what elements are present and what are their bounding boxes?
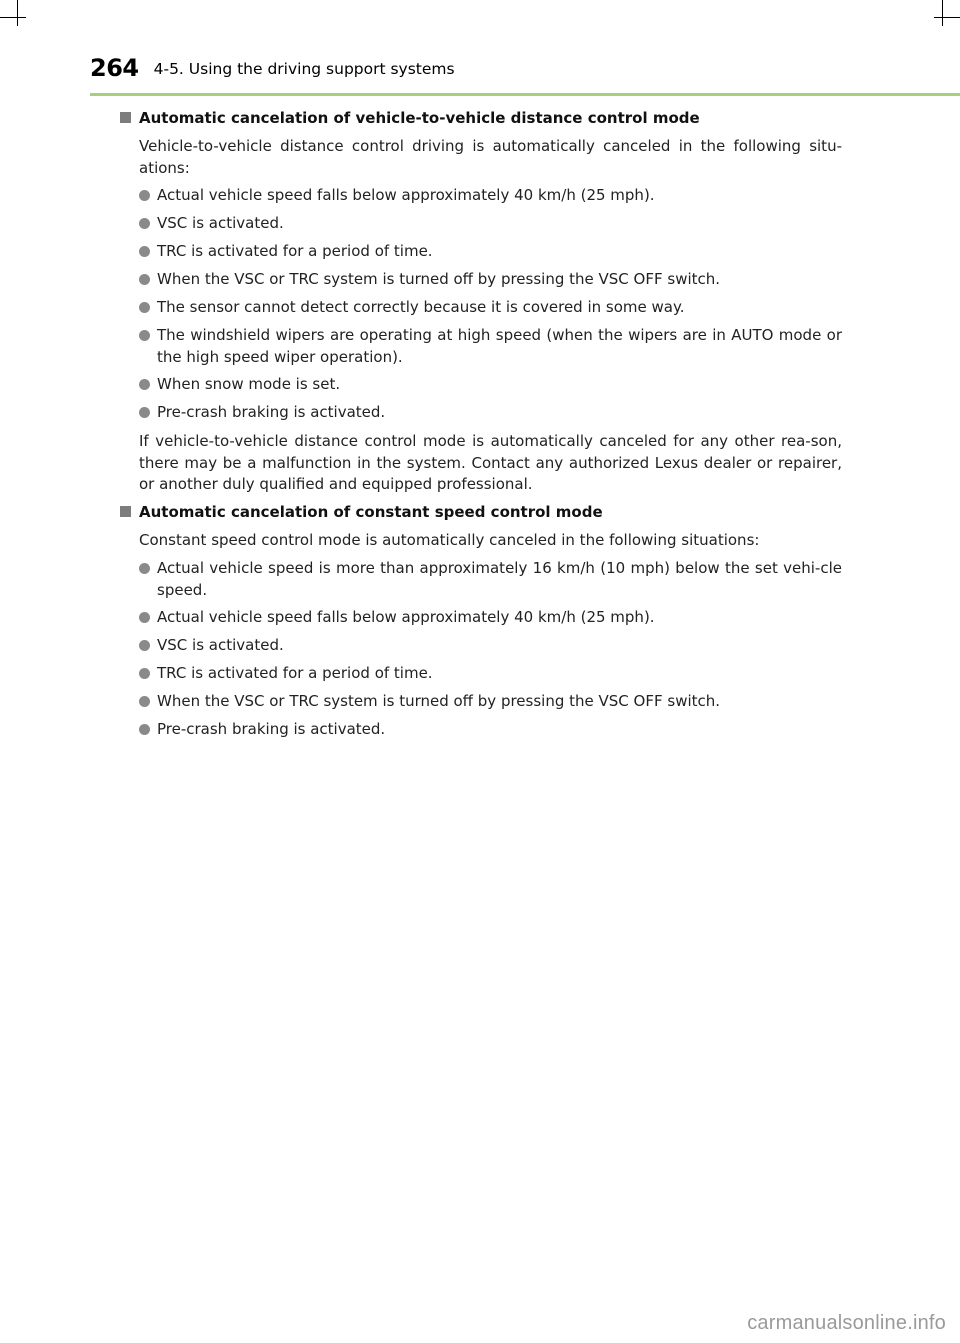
list-item: Pre-crash braking is activated.	[139, 402, 842, 424]
circle-bullet-icon	[139, 330, 150, 341]
circle-bullet-icon	[139, 668, 150, 679]
list-item: TRC is activated for a period of time.	[139, 663, 842, 685]
circle-bullet-icon	[139, 407, 150, 418]
circle-bullet-icon	[139, 302, 150, 313]
list-item: VSC is activated.	[139, 635, 842, 657]
list-item: Actual vehicle speed falls below approximately 40 km/h (25 mph).	[139, 607, 842, 629]
crop-mark-top-left-vertical	[17, 0, 18, 26]
list-item: Pre-crash braking is activated.	[139, 719, 842, 741]
header-rule	[90, 93, 960, 96]
page-header	[90, 54, 455, 90]
square-bullet-icon	[120, 112, 131, 123]
paragraph: If vehicle-to-vehicle distance control mode is automatically canceled for any other rea-son, there may be a malfunction in the system. Contact any authorized Lexus dealer or repairer, or another duly qualified and equipped professional.	[139, 432, 842, 493]
list-item: VSC is activated.	[139, 213, 842, 235]
page-number: 264	[90, 54, 139, 82]
circle-bullet-icon	[139, 640, 150, 651]
circle-bullet-icon	[139, 274, 150, 285]
section-heading: Automatic cancelation of constant speed control mode	[120, 503, 603, 521]
circle-bullet-icon	[139, 563, 150, 574]
circle-bullet-icon	[139, 246, 150, 257]
list-item: Actual vehicle speed is more than approximately 16 km/h (10 mph) below the set vehi-cle speed.	[139, 558, 842, 601]
square-bullet-icon	[120, 506, 131, 517]
list-item: Actual vehicle speed falls below approximately 40 km/h (25 mph).	[139, 185, 842, 207]
list-item: When snow mode is set.	[139, 374, 842, 396]
watermark: carmanualsonline.info	[747, 1312, 946, 1334]
list-item: The sensor cannot detect correctly because it is covered in some way.	[139, 297, 842, 319]
circle-bullet-icon	[139, 218, 150, 229]
crop-mark-top-right-horizontal	[934, 17, 960, 18]
paragraph: Vehicle-to-vehicle distance control driving is automatically canceled in the following situ-ations:	[139, 137, 842, 177]
circle-bullet-icon	[139, 379, 150, 390]
section-heading: Automatic cancelation of vehicle-to-vehicle distance control mode	[120, 109, 700, 127]
crop-mark-top-left-horizontal	[0, 17, 26, 18]
crop-mark-top-right-vertical	[942, 0, 943, 26]
list-item: When the VSC or TRC system is turned off by pressing the VSC OFF switch.	[139, 691, 842, 713]
circle-bullet-icon	[139, 724, 150, 735]
circle-bullet-icon	[139, 612, 150, 623]
circle-bullet-icon	[139, 696, 150, 707]
list-item: TRC is activated for a period of time.	[139, 241, 842, 263]
circle-bullet-icon	[139, 190, 150, 201]
section-title: 4-5. Using the driving support systems	[153, 60, 455, 78]
list-item: When the VSC or TRC system is turned off by pressing the VSC OFF switch.	[139, 269, 842, 291]
paragraph: Constant speed control mode is automatically canceled in the following situations:	[139, 531, 760, 549]
list-item: The windshield wipers are operating at high speed (when the wipers are in AUTO mode or the high speed wiper operation).	[139, 325, 842, 368]
